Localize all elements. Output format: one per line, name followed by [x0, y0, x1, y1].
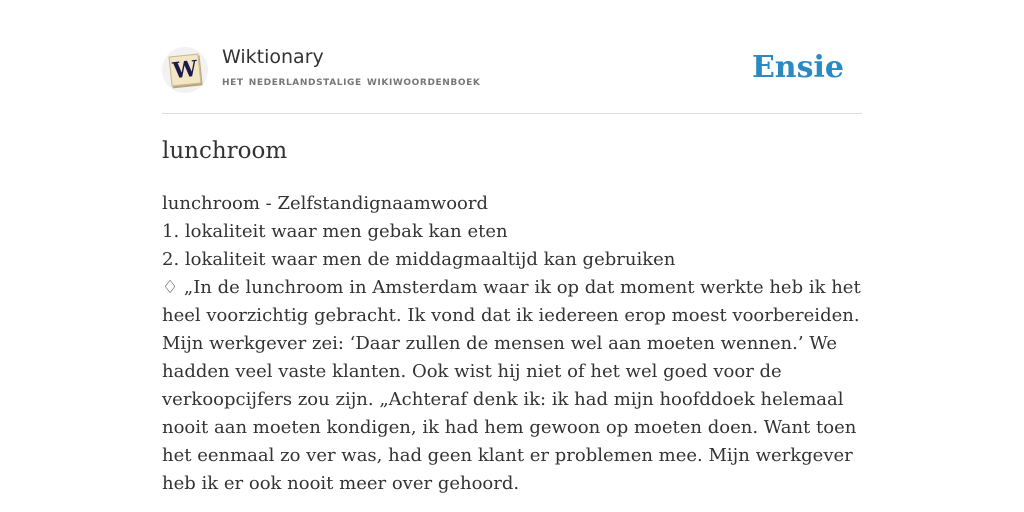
- quote-text: „In de lunchroom in Amsterdam waar ik op dat moment werkte heb ik het heel voorzichtig gebracht. Ik vond dat ik iedereen erop moest voorbereiden. Mijn werkgever zei: ‘Daar zullen de mensen wel aan moeten wennen.’ We hadden veel vaste klanten. Ook wist hij niet of het wel goed voor de verkoopcijfers zou zijn. „Achteraf denk ik: ik had mijn hoofddoek helemaal nooit aan moeten kondigen, ik had hem gewoon op moeten doen. Want toen het eenmaal zo ver was, had geen klant er problemen mee. Mijn werkgever heb ik er ook nooit meer over gehoord.: [162, 277, 861, 494]
- quote-marker-icon: ♢: [162, 277, 179, 298]
- site-title[interactable]: Wiktionary: [222, 46, 324, 68]
- page-container: [162, 44, 862, 494]
- wiktionary-logo-icon[interactable]: [162, 47, 208, 93]
- site-subtitle: het nederlandstalige wikiwoordenboek: [222, 74, 481, 89]
- logo-tile: [169, 54, 202, 87]
- site-header: [162, 44, 862, 114]
- entry-body: [162, 190, 862, 498]
- definition-1: 1. lokaliteit waar men gebak kan eten: [162, 221, 508, 242]
- example-quote: [162, 274, 862, 498]
- page-title: lunchroom: [162, 138, 288, 164]
- logo-letter: W: [171, 55, 199, 85]
- ensie-brand-link[interactable]: Ensie: [751, 50, 844, 85]
- definition-2: 2. lokaliteit waar men de middagmaaltijd kan gebruiken: [162, 249, 676, 270]
- entry-headline: lunchroom - Zelfstandignaamwoord: [162, 193, 488, 214]
